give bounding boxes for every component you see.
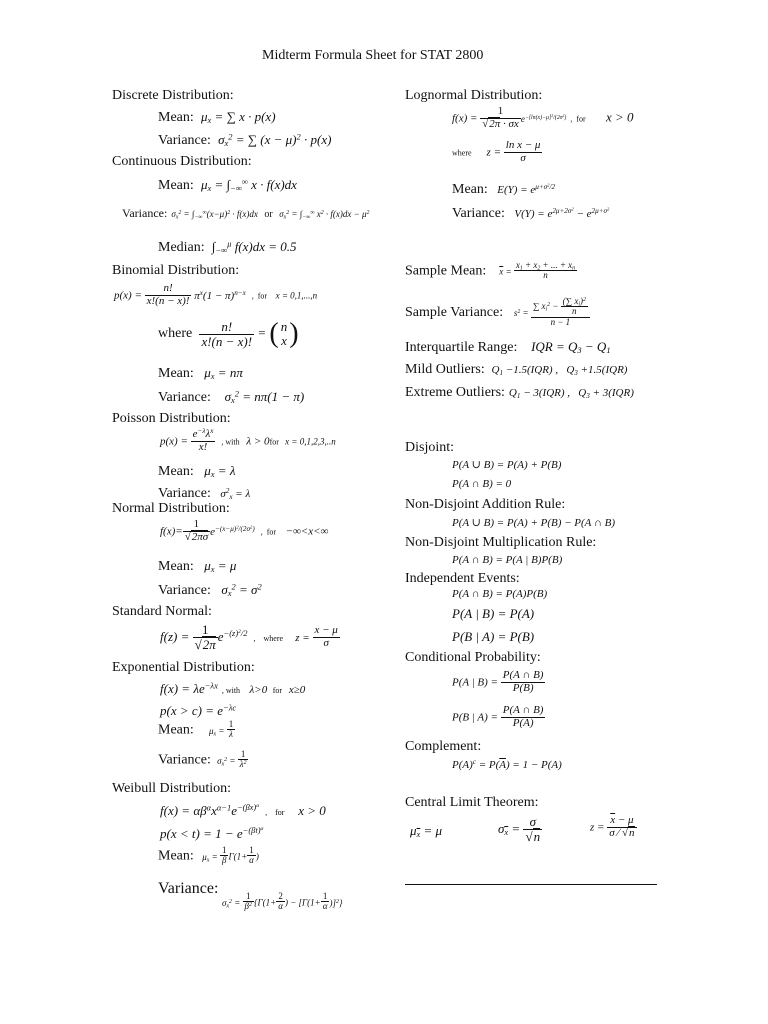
- heading-weibull-distribution: Weibull Distribution:: [112, 781, 232, 796]
- standard-normal-pdf-formula: f(z) = $\frac{1}{√2\pi}$ $e^{-(z)^2/2}$ , where z = $\frac{x - \mu}{\sigma}$: [160, 622, 338, 652]
- clt-mean-formula: $\mu_{\overline{x}} = \mu$: [410, 823, 443, 840]
- page-title: Midterm Formula Sheet for STAT 2800: [262, 48, 484, 63]
- clt-z-formula: z = $\frac{\overline{x} - \mu}{\sigma ∕ √n}$: [590, 814, 635, 839]
- heading-non-disjoint-addition: Non-Disjoint Addition Rule:: [405, 497, 566, 512]
- conditional-b-given-a-formula: P(B | A) = $\frac{P(A \cap B)}{P(A)}$: [452, 704, 544, 729]
- discrete-mean-formula: Mean: $\mu_x$ = ∑ x · p(x): [158, 109, 276, 126]
- heading-continuous-distribution: Continuous Distribution:: [112, 154, 252, 169]
- binomial-pmf-formula: p(x) = $\frac{n!}{x!(n - x)!}$ $\pi^x(1 - \pi)^{n-x}$ , for x = 0,1,...,n: [114, 282, 318, 307]
- heading-binomial-distribution: Binomial Distribution:: [112, 263, 240, 278]
- heading-conditional-probability: Conditional Probability:: [405, 650, 541, 665]
- weibull-variance-formula: $\sigma_x^2$ = $\frac{1}{\beta^2}$ {Γ(1+ $\frac{2}{\alpha}$ ) − [Γ(1+ $\frac{1}{\alpha}$ )]$^2$}: [222, 891, 343, 912]
- independent-intersection-formula: P(A ∩ B) = P(A)P(B): [452, 588, 548, 600]
- clt-standard-error-formula: $\sigma_{\overline{x}}$ = $\frac{\sigma}{√n}$: [498, 814, 541, 844]
- exponential-variance-formula: Variance: $\sigma_x^2$ = $\frac{1}{\lambda^2}$: [158, 749, 247, 770]
- independent-b-given-a-formula: P(B | A) = P(B): [452, 629, 535, 644]
- weibull-mean-formula: Mean: $\mu_x$ = $\frac{1}{\beta}$ Γ(1+ $\frac{1}{\alpha}$ ): [158, 845, 259, 866]
- lognormal-pdf-formula: f(x) = $\frac{1}{√2\pi \cdot \sigma x}$ $e^{-[ln(x)-\mu]^2/(2\sigma^2)}$ , for x > 0: [452, 105, 634, 130]
- conditional-a-given-b-formula: P(A | B) = $\frac{P(A \cap B)}{P(B)}$: [452, 669, 544, 694]
- exponential-survival-formula: $p(x > c) = e^{-\lambda c}$: [160, 702, 237, 718]
- weibull-pdf-formula: $f(x) = \alpha\beta^\alpha x^{\alpha-1}e^{-(\beta x)^\alpha}$ , for x > 0: [160, 802, 326, 818]
- heading-discrete-distribution: Discrete Distribution:: [112, 88, 234, 103]
- binomial-coefficient-formula: where $\frac{n!}{x!(n - x)!}$ = ( n x ): [158, 318, 299, 349]
- normal-variance-formula: Variance: $\sigma_x^2 = \sigma^2$: [158, 581, 262, 599]
- heading-disjoint: Disjoint:: [405, 440, 455, 455]
- discrete-variance-formula: Variance: $\sigma_x^2$ = ∑ $(x - \mu)^2 \cdot p(x)$: [158, 131, 332, 149]
- continuous-variance-formula: Variance: $\sigma_x^2 = \int_{-\infty}^\infty(x-\mu)^2 \cdot f(x)dx$ or $\sigma_x^2 = \int_{-\infty}^\infty$ $x^2 \cdot f(x)dx - \mu^2$: [122, 206, 370, 221]
- exponential-pdf-formula: $f(x) = \lambda e^{-\lambda x}$ , with λ>0 for x≥0: [160, 680, 306, 696]
- complement-formula: $P(A)^c = P(\overline{A}) = 1 - P(A)$: [452, 758, 562, 771]
- heading-non-disjoint-multiplication: Non-Disjoint Multiplication Rule:: [405, 535, 597, 550]
- mild-outliers-formula: Mild Outliers: $Q_1 -1.5(IQR)$ , $Q_3 +1.5(IQR)$: [405, 362, 628, 377]
- non-disjoint-addition-formula: P(A ∪ B) = P(A) + P(B) − P(A ∩ B): [452, 517, 616, 529]
- heading-complement: Complement:: [405, 739, 482, 754]
- heading-central-limit-theorem: Central Limit Theorem:: [405, 795, 539, 810]
- sample-variance-formula: Sample Variance: $s^2$ = ∑ $x_i^2$ − $\frac{(\sum x_i)^2}{n}$ n − 1: [405, 297, 590, 327]
- normal-pdf-formula: f(x)= $\frac{1}{√2\pi\sigma}$ $e^{-(x-\mu)^2/(2\sigma^2)}$ , for −∞<x<∞: [160, 518, 329, 543]
- continuous-mean-formula: Mean: $\mu_x = \int_{-\infty}^\infty$ x · f(x)dx: [158, 176, 297, 194]
- extreme-outliers-formula: Extreme Outliers: $Q_1 - 3(IQR)$ , $Q_3 + 3(IQR)$: [405, 385, 634, 400]
- weibull-cdf-formula: $p(x < t) = 1 - e^{-(\beta t)^\alpha}$: [160, 825, 264, 841]
- heading-independent-events: Independent Events:: [405, 571, 520, 586]
- bottom-rule-divider: [405, 884, 657, 885]
- independent-a-given-b-formula: P(A | B) = P(A): [452, 606, 535, 621]
- poisson-mean-formula: Mean: $\mu_x = \lambda$: [158, 463, 236, 480]
- non-disjoint-multiplication-formula: P(A ∩ B) = P(A | B)P(B): [452, 554, 563, 566]
- lognormal-z-formula: where z = $\frac{\text{ln x − μ}}{\sigma}$: [452, 139, 541, 164]
- weibull-variance-label: Variance:: [158, 880, 219, 897]
- heading-normal-distribution: Normal Distribution:: [112, 501, 230, 516]
- exponential-mean-formula: Mean: $\mu_x$ = $\frac{1}{\lambda}$: [158, 719, 234, 740]
- heading-exponential-distribution: Exponential Distribution:: [112, 660, 255, 675]
- binomial-mean-formula: Mean: $\mu_x = n\pi$: [158, 365, 243, 382]
- poisson-variance-formula: Variance: $\sigma^2_x = \lambda$: [158, 486, 251, 501]
- heading-lognormal-distribution: Lognormal Distribution:: [405, 88, 543, 103]
- poisson-pmf-formula: p(x) = $\frac{e^{-\lambda}\lambda^x}{x!}$ , with λ > 0for x = 0,1,2,3,..n: [160, 427, 336, 453]
- heading-standard-normal: Standard Normal:: [112, 604, 212, 619]
- lognormal-variance-formula: Variance: $V(Y) = e^{2\mu+2\sigma^2} - e^{2\mu+\sigma^2}$: [452, 206, 610, 221]
- heading-poisson-distribution: Poisson Distribution:: [112, 411, 231, 426]
- normal-mean-formula: Mean: $\mu_x = \mu$: [158, 558, 237, 575]
- disjoint-union-formula: P(A ∪ B) = P(A) + P(B): [452, 459, 562, 471]
- binomial-variance-formula: Variance: $\sigma_x^2 = n\pi(1 - \pi)$: [158, 388, 305, 406]
- sample-mean-formula: Sample Mean: $\overline{x}$ = $\frac{x_1 + x_2 + ... + x_n}{n}$: [405, 260, 576, 281]
- iqr-formula: Interquartile Range: IQR = $Q_3 - Q_1$: [405, 339, 611, 356]
- continuous-median-formula: Median: $\int_{-\infty}^\mu$ f(x)dx = 0.5: [158, 238, 297, 256]
- lognormal-mean-formula: Mean: $E(Y) = e^{\mu+\sigma^2/2}$: [452, 182, 556, 197]
- disjoint-intersection-formula: P(A ∩ B) = 0: [452, 478, 512, 490]
